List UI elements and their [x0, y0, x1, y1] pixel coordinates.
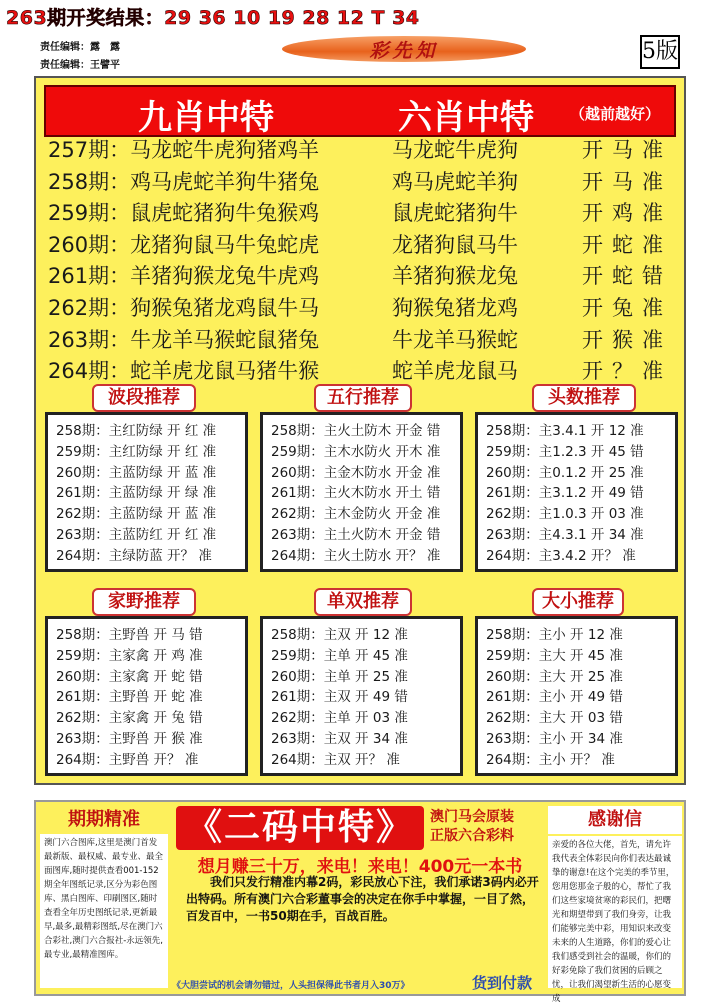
main-prediction-panel: [34, 76, 686, 785]
table-row: 261期：主蓝防绿 开 绿 准: [56, 485, 217, 502]
book-ad-side-line-2: 正版六合彩料: [430, 828, 514, 844]
table-row: 263期：主双 开 34 准: [271, 730, 408, 747]
table-row: 258期：主双 开 12 准: [271, 627, 408, 643]
table-row: 259期：主木水防火 开木 准: [271, 443, 441, 460]
table-row: 263期：主蓝防红 开 红 准: [56, 526, 217, 543]
table-row: 258期：主野兽 开 马 错: [56, 627, 203, 643]
six-zodiac-cell: 鼠虎蛇猪狗牛: [392, 201, 518, 226]
editor-credit-1: 责任编辑：露 露: [40, 42, 120, 53]
cash-on-delivery-label: 货到付款: [472, 974, 533, 992]
prediction-row: [48, 356, 680, 388]
table-row: 262期：主1.0.3 开 03 准: [486, 506, 644, 523]
five-elements-section-table: [260, 412, 463, 572]
book-ad-footnote: 《大胆尝试的机会请勿错过，人头担保得此书者月入30万》: [172, 981, 410, 991]
draw-result-headline: 263期开奖结果：29 36 10 19 28 12 T 34: [6, 7, 420, 29]
prediction-row: [48, 293, 680, 325]
prediction-row: [48, 230, 680, 262]
prediction-row: [48, 198, 680, 230]
domestic-wild-section-title: 家野推荐: [92, 588, 196, 616]
nine-zodiac-cell: 261期：羊猪狗猴龙兔牛虎鸡: [48, 264, 320, 289]
table-row: 258期：主3.4.1 开 12 准: [486, 423, 644, 439]
title-note: （越前越好）: [570, 105, 661, 123]
table-row: 261期：主3.1.2 开 49 错: [486, 485, 644, 502]
wave-section-title: 波段推荐: [92, 384, 196, 412]
table-row: 260期：主金木防水 开金 准: [271, 464, 441, 481]
table-row: 264期：主火土防水 开？ 准: [271, 547, 441, 564]
result-cell: 开兔准: [582, 295, 672, 320]
book-ad-side-line-1: 澳门马会原装: [430, 809, 514, 825]
prediction-rows: [48, 135, 680, 388]
result-cell: 开鸡准: [582, 201, 672, 226]
gallery-promo: [40, 806, 168, 992]
nine-zodiac-cell: 264期：蛇羊虎龙鼠马猪牛猴: [48, 359, 320, 384]
table-row: 258期：主红防绿 开 红 准: [56, 423, 217, 439]
five-elements-section-title: 五行推荐: [314, 384, 412, 412]
six-zodiac-cell: 马龙蛇牛虎狗: [392, 138, 518, 162]
six-zodiac-cell: 鸡马虎蛇羊狗: [392, 169, 518, 194]
table-row: 260期：主家禽 开 蛇 错: [56, 668, 203, 685]
table-row: 262期：主蓝防绿 开 蓝 准: [56, 506, 217, 523]
result-cell: 开马准: [582, 169, 672, 194]
table-row: 264期：主3.4.2 开？ 准: [486, 547, 636, 564]
table-row: 263期：主土火防木 开金 错: [271, 526, 441, 543]
odd-even-section-table: [260, 616, 463, 776]
table-row: 263期：主4.3.1 开 34 准: [486, 526, 644, 543]
table-row: 258期：主小 开 12 准: [486, 627, 623, 643]
result-cell: 开马准: [582, 138, 672, 162]
wave-section-table: [45, 412, 248, 572]
six-zodiac-cell: 狗猴兔猪龙鸡: [392, 295, 518, 320]
thank-you-letter: [548, 806, 682, 1004]
table-row: 264期：主绿防蓝 开？ 准: [56, 547, 212, 564]
table-row: 262期：主木金防火 开金 准: [271, 506, 441, 523]
result-cell: 开猴准: [582, 327, 672, 352]
table-row: 262期：主家禽 开 兔 错: [56, 710, 203, 727]
table-row: 258期：主火土防木 开金 错: [271, 423, 441, 439]
book-ad: [172, 802, 544, 994]
table-row: 260期：主单 开 25 准: [271, 668, 408, 685]
nine-zodiac-cell: 257期：马龙蛇牛虎狗猪鸡羊: [48, 138, 320, 162]
table-row: 259期：主红防绿 开 红 准: [56, 443, 217, 460]
domestic-wild-section-table: [45, 616, 248, 776]
table-row: 261期：主双 开 49 错: [271, 689, 408, 706]
big-small-section-table: [475, 616, 678, 776]
nine-zodiac-cell: 259期：鼠虎蛇猪狗牛兔猴鸡: [48, 201, 320, 226]
big-small-section-title: 大小推荐: [532, 588, 624, 616]
table-row: 263期：主小 开 34 准: [486, 730, 623, 747]
nine-zodiac-title: 九肖中特: [138, 98, 274, 138]
prediction-header: [44, 85, 676, 137]
table-row: 260期：主大 开 25 准: [486, 668, 623, 685]
table-row: 259期：主大 开 45 准: [486, 647, 623, 664]
table-row: 259期：主1.2.3 开 45 错: [486, 443, 644, 460]
table-row: 262期：主大 开 03 错: [486, 710, 623, 727]
brand-logo-text: 彩先知: [369, 39, 439, 62]
editor-credit-2: 责任编辑：王譬平: [40, 60, 120, 71]
brand-logo: [282, 36, 526, 62]
table-row: 264期：主双 开？ 准: [271, 751, 400, 768]
table-row: 261期：主小 开 49 错: [486, 689, 623, 706]
table-row: 260期：主0.1.2 开 25 准: [486, 464, 644, 481]
six-zodiac-cell: 牛龙羊马猴蛇: [392, 327, 518, 352]
result-cell: 开？准: [582, 359, 672, 384]
gallery-promo-title: 期期精准: [68, 809, 140, 830]
table-row: 264期：主小 开？ 准: [486, 751, 615, 768]
table-row: 259期：主单 开 45 准: [271, 647, 408, 664]
table-row: 260期：主蓝防绿 开 蓝 准: [56, 464, 217, 481]
head-number-section-title: 头数推荐: [532, 384, 636, 412]
prediction-row: [48, 325, 680, 357]
table-row: 264期：主野兽 开？ 准: [56, 751, 199, 768]
nine-zodiac-cell: 262期：狗猴兔猪龙鸡鼠牛马: [48, 295, 320, 320]
six-zodiac-cell: 龙猪狗鼠马牛: [392, 232, 518, 257]
advertisement-panel: [34, 800, 686, 1004]
book-ad-slogan: 想月赚三十万，来电！来电！400元一本书: [197, 857, 523, 877]
prediction-row: [48, 135, 680, 167]
result-cell: 开蛇准: [582, 232, 672, 257]
head-number-section-table: [475, 412, 678, 572]
prediction-row: [48, 261, 680, 293]
book-ad-body: 我们只发行精准内幕2码，彩民放心下注，我们承诺3码内必开出特码。所有澳门六合彩董事会的决定在你手中掌握，一目了然，百发百中，一书50期在手，百战百胜。: [186, 875, 539, 923]
prediction-row: [48, 167, 680, 199]
nine-zodiac-cell: 263期：牛龙羊马猴蛇鼠猪兔: [48, 327, 320, 352]
table-row: 259期：主家禽 开 鸡 准: [56, 647, 203, 664]
six-zodiac-cell: 蛇羊虎龙鼠马: [392, 359, 518, 384]
table-row: 262期：主单 开 03 准: [271, 710, 408, 727]
nine-zodiac-cell: 260期：龙猪狗鼠马牛兔蛇虎: [48, 232, 320, 257]
book-ad-side: [430, 808, 514, 846]
thank-you-text: 亲爱的各位大佬，首先，请允许我代表全体彩民向你们表达最诚挚的谢意!在这个完美的季节里，您用您那金子般的心，帮忙了我们这些家境贫寒的彩民们，把曙光和期望带到了我们身旁，让我们能够完美中彩，用知识来改变未来的人生道路，你们的爱心让我们感受到社会的温暖，你们的好彩免除了我们贫困的后顾之忧，让我们渴望新生活的心愿变成: [548, 836, 682, 988]
six-zodiac-cell: 羊猪狗猴龙兔: [392, 264, 518, 289]
table-row: 261期：主野兽 开 蛇 准: [56, 689, 203, 706]
odd-even-section-title: 单双推荐: [314, 588, 412, 616]
six-zodiac-title: 六肖中特: [398, 98, 534, 138]
table-row: 261期：主火木防水 开土 错: [271, 485, 441, 502]
gallery-promo-text: 澳门六合图库,这里是澳门首发最新版、最权威、最专业、最全面图库,随时提供查看001-152期全年图纸记录,区分为彩色图库、黑白图库、印刷图区,随时查看全年历史图纸记录,更新最早,最多,最精彩图纸,尽在澳门六合彩社,澳门六合报社-永远领先,最专业,最精准图库。: [40, 834, 168, 988]
table-row: 263期：主野兽 开 猴 准: [56, 730, 203, 747]
result-cell: 开蛇错: [582, 264, 672, 289]
edition-number: 5版: [640, 35, 680, 69]
thank-you-title: 感谢信: [548, 806, 682, 834]
book-ad-title: 《二码中特》: [176, 806, 424, 850]
nine-zodiac-cell: 258期：鸡马虎蛇羊狗牛猪兔: [48, 169, 320, 194]
